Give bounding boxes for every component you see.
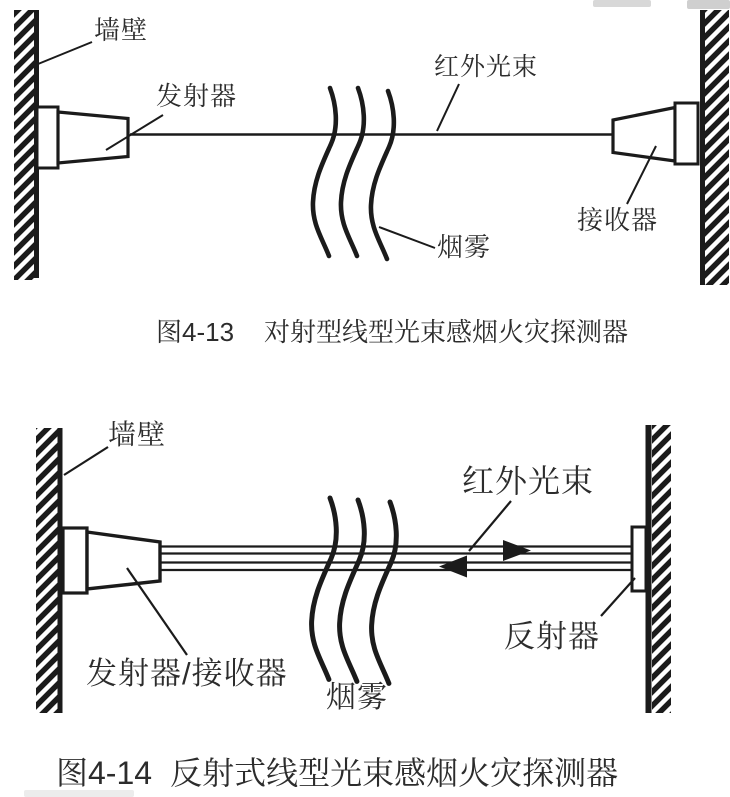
- fig2-smoke-curve-2: [340, 500, 365, 681]
- fig1-right-wall-hatch: [705, 10, 729, 285]
- fig2-right-wall-hatch: [652, 425, 671, 713]
- fig2-reflector-leader: [601, 578, 635, 616]
- fig2-smoke-curves: [312, 498, 397, 683]
- fig1-smoke-curves: [313, 88, 394, 259]
- fig2-smoke-label: 烟雾: [326, 681, 388, 714]
- fig1-smoke-label: 烟雾: [437, 232, 492, 262]
- fig1-transmitter-mount: [37, 107, 58, 168]
- fig1-smoke-curve-1: [313, 88, 336, 256]
- fig2-infrared-beam-label: 红外光束: [462, 463, 595, 499]
- fig2-caption: [56, 748, 618, 794]
- fig1-beam-leader: [437, 84, 459, 131]
- fig2-caption-title: 反射式线型光束感烟火灾探测器: [170, 755, 619, 791]
- fig1-receiver-label: 接收器: [577, 205, 659, 235]
- fig1-infrared-beam-label: 红外光束: [434, 53, 539, 81]
- fig2-left-wall-hatch: [36, 428, 58, 713]
- fig1-smoke-curve-2: [341, 88, 364, 256]
- fig1-smoke-leader: [379, 227, 435, 248]
- figure1-drawing: [14, 10, 729, 285]
- fig2-device-cone: [87, 532, 160, 589]
- fig2-arrow-left-icon: [439, 556, 467, 578]
- scan-artifact-top-2: [687, 0, 730, 9]
- fig2-smoke-curve-1: [312, 498, 337, 679]
- fig1-receiver-mount: [675, 103, 698, 164]
- fig2-reflector-label: 反射器: [504, 619, 600, 654]
- fig1-leader-lines: [38, 42, 659, 248]
- fig1-transmitter-label: 发射器: [156, 81, 238, 111]
- fig1-caption-title: 对射型线型光束感烟火灾探测器: [264, 317, 629, 347]
- fig1-wall-leader: [38, 42, 92, 64]
- fig2-wall-label: 墙壁: [108, 419, 167, 450]
- fig2-arrow-right-icon: [503, 540, 531, 561]
- fig2-device-mount: [63, 528, 87, 593]
- fig1-caption: [156, 312, 628, 349]
- fig2-wall-leader: [64, 447, 108, 475]
- fig1-left-wall-hatch: [14, 10, 34, 280]
- fig1-receiver-cone: [613, 108, 675, 162]
- fig1-caption-number: 图4-13: [156, 317, 235, 347]
- fig2-transmitter-receiver-label: 发射器/接收器: [86, 656, 288, 691]
- scan-artifact-top-1: [593, 0, 651, 7]
- fig2-smoke-curve-3: [372, 502, 397, 683]
- fig2-reflector-plate: [632, 527, 646, 591]
- fig1-wall-label: 墙壁: [94, 15, 149, 45]
- fig2-caption-number: 图4-14: [56, 755, 153, 791]
- fig1-smoke-curve-3: [371, 91, 394, 259]
- fig1-transmitter-cone: [58, 112, 128, 163]
